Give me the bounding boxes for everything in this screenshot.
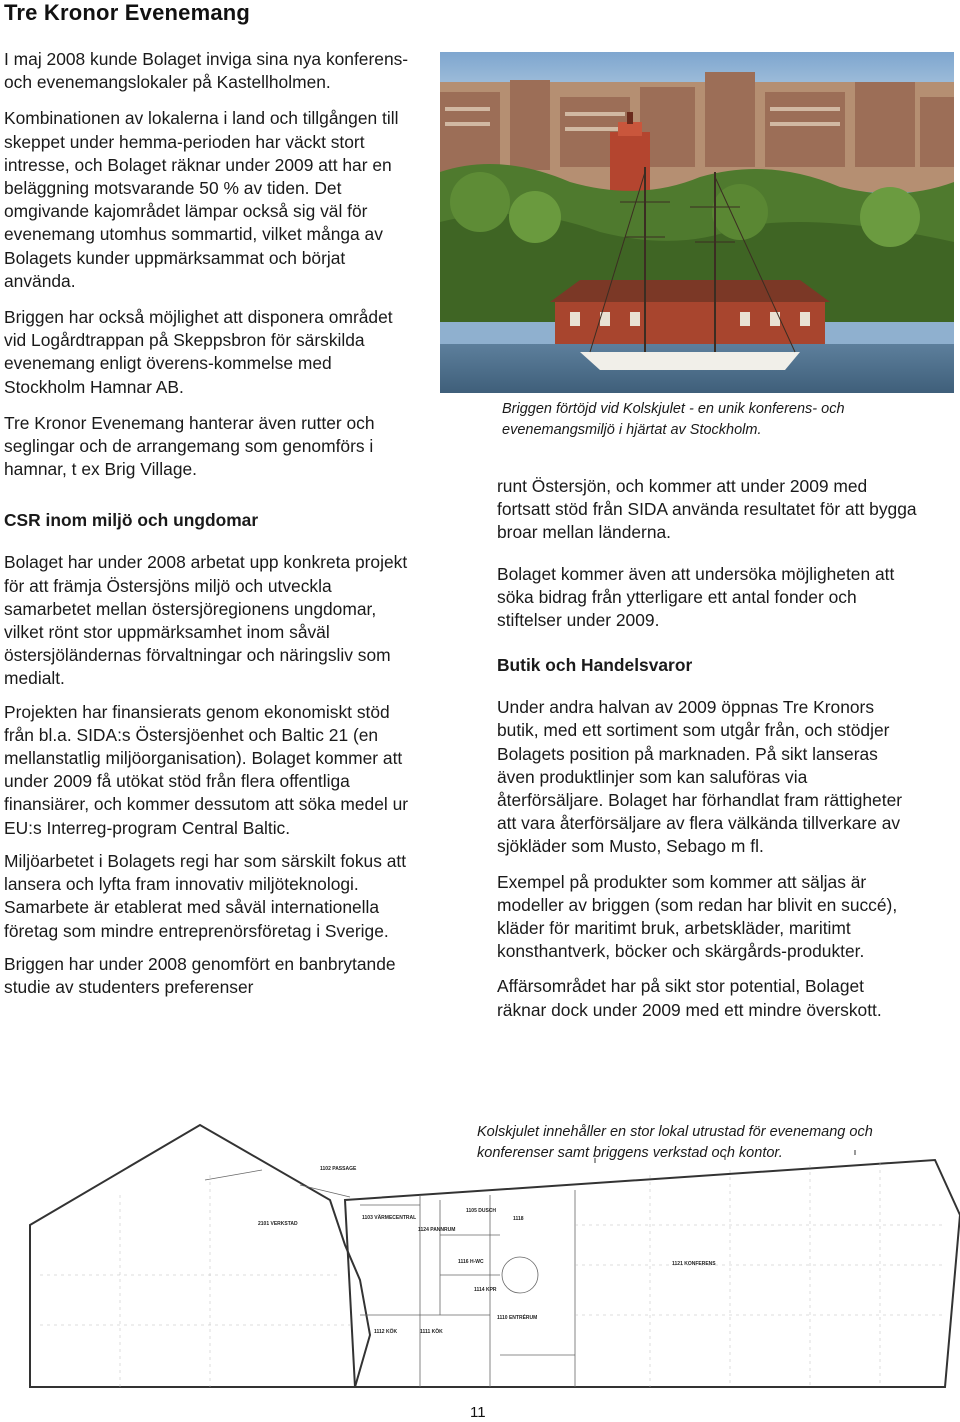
paragraph: Briggen har under 2008 genomfört en banbrytande studie av studenters preferenser xyxy=(4,953,396,997)
plan-label: 1124 PANNRUM xyxy=(418,1227,456,1233)
paragraph: I maj 2008 kunde Bolaget inviga sina nya konferens- och evenemangslokaler på Kastellholmen. xyxy=(4,49,409,93)
paragraph: Kombinationen av lokalerna i land och tillgången till skeppet under hemma-perioden har väckt stort intresse, och Bolaget räknar under 2009 att har en beläggning motsvarande 50 % av tiden. Det omgivande kajområdet lämpar också sig väl för evenemang utomhus sommartid, vilket många av Bolagets kunder uppmärksammat och börjat använda. xyxy=(4,108,399,291)
left-column xyxy=(4,48,414,1012)
page-title: Tre Kronor Evenemang xyxy=(4,0,251,25)
plan-label: 1116 H-WC xyxy=(458,1259,484,1265)
plan-label: 1112 KÖK xyxy=(374,1329,398,1335)
plan-label: 1105 DUSCH xyxy=(466,1208,497,1214)
plan-label: 1110 ENTRÉRUM xyxy=(497,1315,538,1321)
paragraph: Bolaget har under 2008 arbetat upp konkreta projekt för att främja Östersjöns miljö och utveckla samarbetet mellan östersjöregionens ungdomar, vilket rönt stor uppmärksamhet inom såväl östersjöländernas förvaltningar och näringsliv som medialt. xyxy=(4,552,408,689)
plan-label: 1114 KPR xyxy=(474,1287,497,1293)
plan-label: 1111 KÖK xyxy=(420,1329,443,1335)
floor-plan xyxy=(0,1115,960,1395)
brig-photo xyxy=(440,52,954,393)
paragraph: Exempel på produkter som kommer att säljas är modeller av briggen (som redan har blivit en succé), kläder för maritimt bruk, arbetskläder, maritimt konsthantverk, böcker och skärgårds-produkter. xyxy=(497,871,898,962)
paragraph: Affärsområdet har på sikt stor potential, Bolaget räknar dock under 2009 med ett mindre överskott. xyxy=(497,976,882,1020)
paragraph: Miljöarbetet i Bolagets regi har som särskilt fokus att lansera och lyfta fram innovativ miljöteknologi. Samarbete är etablerat med såväl internationella företag som mindre entreprenörsföretag i Sverige. xyxy=(4,850,407,941)
paragraph: Under andra halvan av 2009 öppnas Tre Kronors butik, med ett sortiment som utgår från, och stödjer Bolagets position på marknaden. På sikt lanseras även produktlinjer som kan saluföras via återförsäljare. Bolaget har förhandlat fram rättigheter att vara återförsäljare av flera välkända tillverkare av sjökläder som Musto, Sebago m fl. xyxy=(497,697,903,857)
paragraph: Briggen har också möjlighet att disponera området vid Logårdtrappan på Skeppsbron för särskilda evenemang enligt överens-kommelse med Stockholm Hamnar AB. xyxy=(4,307,393,397)
page-number: 11 xyxy=(470,1404,486,1421)
plan-label: 1121 KONFERENS xyxy=(672,1261,716,1267)
floorplan-caption: Kolskjulet innehåller en stor lokal utrustad för evenemang och konferenser samt briggens verkstad och kontor. xyxy=(477,1124,873,1161)
paragraph: Tre Kronor Evenemang hanterar även rutter och seglingar och de arrangemang som genomförs i hamnar, t ex Brig Village. xyxy=(4,412,375,480)
section-heading-csr: CSR inom miljö och ungdomar xyxy=(4,510,259,531)
section-heading-butik: Butik och Handelsvaror xyxy=(497,655,693,676)
plan-label: 2101 VERKSTAD xyxy=(258,1221,298,1227)
photo-caption: Briggen förtöjd vid Kolskjulet - en unik konferens- och evenemangsmiljö i hjärtat av Stockholm. xyxy=(502,401,845,438)
paragraph: Bolaget kommer även att undersöka möjligheten att söka bidrag från ytterligare ett antal fonder och stiftelser under 2009. xyxy=(497,563,895,631)
plan-label: 1102 PASSAGE xyxy=(320,1166,357,1172)
paragraph: Projekten har finansierats genom ekonomiskt stöd från bl.a. SIDA:s Östersjöenhet och Baltic 21 (en mellanstatlig miljöorganisation). Bolaget kommer att under 2009 få utökat stöd från flera offentliga finansiärer, och kommer dessutom att söka medel ur EU:s Interreg-program Central Baltic. xyxy=(4,701,409,838)
plan-label: 1103 VÄRMECENTRAL xyxy=(362,1215,417,1221)
plan-label: 1118 xyxy=(513,1216,524,1222)
paragraph: runt Östersjön, och kommer att under 2009 med fortsatt stöd från SIDA använda resultatet för att bygga broar mellan länderna. xyxy=(497,476,917,543)
right-column xyxy=(497,475,917,1035)
